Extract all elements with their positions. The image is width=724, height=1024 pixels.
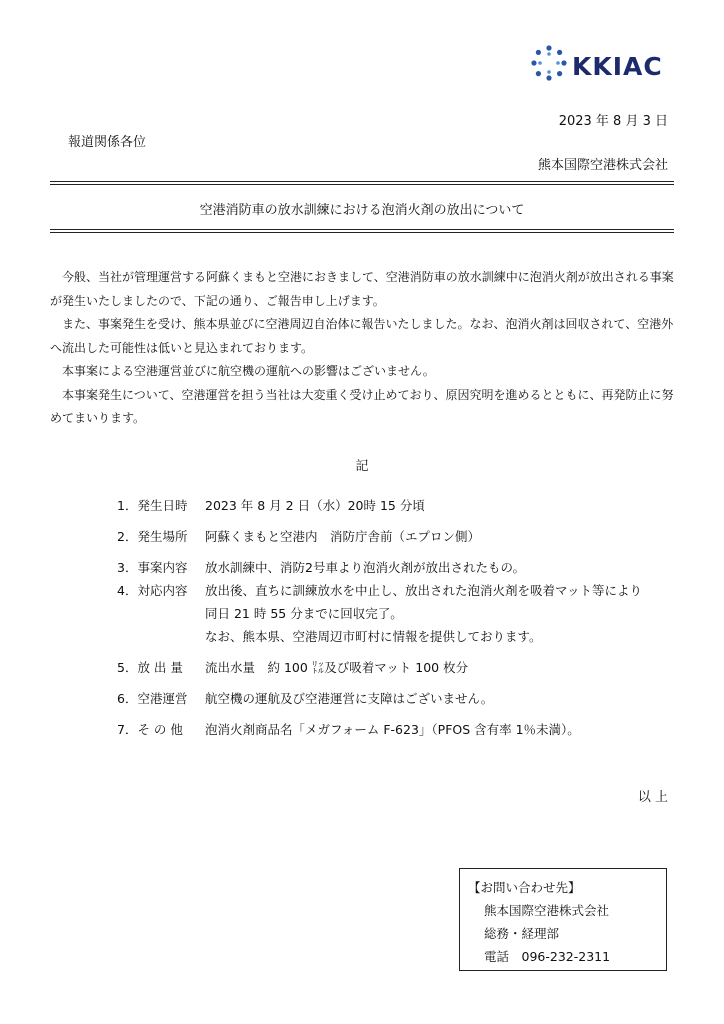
item-text: なお、熊本県、空港周辺市町村に情報を提供しております。 xyxy=(205,629,542,644)
body-text xyxy=(50,266,678,431)
item-text: 同日 21 時 55 分までに回収完了。 xyxy=(205,606,403,621)
paragraph: 本事案発生について、空港運営を担う当社は大変重く受け止めており、原因究明を進めるとともに、再発防止に努めてまいります。 xyxy=(50,387,674,425)
item-text: 放水訓練中、消防2号車より泡消火剤が放出されたもの。 xyxy=(205,560,525,575)
contact-phone: 電話 096-232-2311 xyxy=(484,949,611,964)
issue-date: 2023 年 8 月 3 日 xyxy=(558,114,668,129)
item-label: 5．放 出 量 xyxy=(117,660,183,675)
document-title: 空港消防車の放水訓練における泡消火剤の放出について xyxy=(199,203,525,218)
item-label: 6．空港運営 xyxy=(117,691,188,706)
contact-company: 熊本国際空港株式会社 xyxy=(484,903,610,918)
paragraph: また、事案発生を受け、熊本県並びに空港周辺自治体に報告いたしました。なお、泡消火剤は回収されて、空港外へ流出した可能性は低いと見込まれております。 xyxy=(50,317,674,355)
logo-text: KKIAC xyxy=(572,52,663,81)
item-label: 4．対応内容 xyxy=(117,583,188,598)
title-bottom-rule-2 xyxy=(50,232,674,233)
ki-heading: 記 xyxy=(355,459,369,474)
recipient: 報道関係各位 xyxy=(68,135,147,150)
item-label: 7．そ の 他 xyxy=(117,722,183,737)
company-logo xyxy=(530,44,670,90)
item-text: 航空機の運航及び空港運営に支障はございません。 xyxy=(205,691,494,706)
item-text: 泡消火剤商品名「メガフォーム F-623」（PFOS 含有率 1％未満）。 xyxy=(205,722,580,737)
ijo-closing: 以 上 xyxy=(637,790,668,805)
item-text: 阿蘇くまもと空港内 消防庁舎前（エプロン側） xyxy=(205,529,481,544)
item-text: 2023 年 8 月 2 日（水）20時 15 分頃 xyxy=(205,498,425,513)
item-label: 3．事案内容 xyxy=(117,560,188,575)
paragraph: 本事案による空港運営並びに航空機の運航への影響はございません。 xyxy=(62,364,435,378)
star-ring-logo-icon xyxy=(530,44,568,82)
issuer-company: 熊本国際空港株式会社 xyxy=(537,158,668,173)
item-text: 流出水量 約 100 ㍑及び吸着マット 100 枚分 xyxy=(205,660,469,675)
title-bottom-rule xyxy=(50,229,674,230)
title-top-rule-2 xyxy=(50,184,674,185)
contact-department: 総務・経理部 xyxy=(484,926,560,941)
item-label: 2．発生場所 xyxy=(117,529,188,544)
item-label: 1．発生日時 xyxy=(117,498,188,513)
title-top-rule xyxy=(50,181,674,182)
item-text: 放出後、直ちに訓練放水を中止し、放出された泡消火剤を吸着マット等により xyxy=(205,583,643,598)
paragraph: 今般、当社が管理運営する阿蘇くまもと空港におきまして、空港消防車の放水訓練中に泡消火剤が放出される事案が発生いたしましたので、下記の通り、ご報告申し上げます。 xyxy=(50,270,674,308)
contact-box xyxy=(459,868,667,971)
contact-heading: 【お問い合わせ先】 xyxy=(468,880,581,895)
